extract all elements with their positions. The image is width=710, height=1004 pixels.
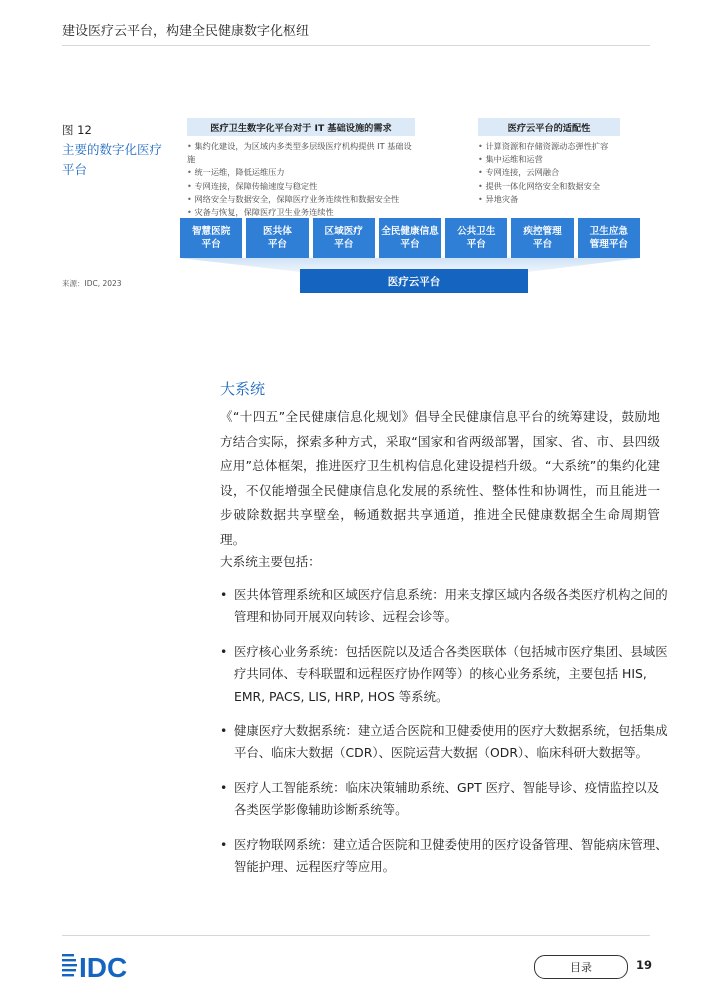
section-heading: 大系统 bbox=[220, 380, 266, 398]
figure-label: 图 12 bbox=[62, 123, 92, 137]
panel-bullet: • 集中运维和运营 bbox=[478, 153, 620, 166]
footer-divider bbox=[62, 935, 650, 936]
idc-logo bbox=[62, 950, 152, 980]
platform-tile bbox=[313, 218, 375, 258]
panel-bullet: • 统一运维，降低运维压力 bbox=[187, 166, 415, 179]
right-panel-bullets bbox=[478, 140, 620, 206]
platform-tiles bbox=[180, 218, 640, 258]
panel-bullet: • 集约化建设，为区域内多类型多层级医疗机构提供 IT 基础设施 bbox=[187, 140, 415, 166]
figure-source: 来源：IDC, 2023 bbox=[62, 279, 122, 288]
system-list bbox=[220, 584, 670, 890]
right-panel-heading: 医疗云平台的适配性 bbox=[478, 118, 620, 136]
panel-bullet: • 专网连接，保障传输速度与稳定性 bbox=[187, 180, 415, 193]
platform-tile-label: 卫生应急 管理平台 bbox=[589, 226, 629, 250]
left-panel-bullets bbox=[187, 140, 415, 219]
figure-title: 主要的数字化医疗平台 bbox=[62, 142, 163, 177]
platform-tile-label: 疾控管理 平台 bbox=[523, 226, 562, 250]
platform-tile-label: 公共卫生 平台 bbox=[457, 226, 496, 250]
platform-tile-label: 智慧医院 平台 bbox=[191, 226, 231, 250]
platform-tile bbox=[246, 218, 308, 258]
list-item: • 医共体管理系统和区域医疗信息系统：用来支撑区域内各级各类医疗机构之间的管理和协同开展双向转诊、远程会诊等。 bbox=[220, 584, 670, 629]
panel-bullet: • 专网连接，云网融合 bbox=[478, 166, 620, 179]
section-paragraph: 《“十四五”全民健康信息化规划》倡导全民健康信息平台的统筹建设，鼓励地方结合实际，探索多种方式，采取“国家和省两级部署，国家、省、市、县四级应用”总体框架，推进医疗卫生机构信息化建设提档升级。“大系统”的集约化建设，不仅能增强全民健康信息化发展的系统性、整体性和协调性，而且能进一步破除数据共享壁垒，畅通数据共享通道，推进全民健康数据全生命周期管理。 bbox=[220, 409, 660, 547]
platform-tile bbox=[578, 218, 640, 258]
platform-tile bbox=[511, 218, 573, 258]
toc-button[interactable]: 目录 bbox=[534, 955, 628, 979]
left-requirements-panel bbox=[187, 118, 415, 219]
logo-text: IDC bbox=[79, 952, 128, 980]
platform-tile bbox=[379, 218, 441, 258]
header-divider bbox=[62, 45, 650, 46]
list-item: • 医疗物联网系统：建立适合医院和卫健委使用的医疗设备管理、智能病床管理、智能护理、远程医疗等应用。 bbox=[220, 834, 670, 879]
platform-tile-label: 全民健康信息 平台 bbox=[381, 226, 439, 250]
platform-tile bbox=[180, 218, 242, 258]
left-panel-heading: 医疗卫生数字化平台对于 IT 基础设施的需求 bbox=[187, 118, 415, 136]
page-number: 19 bbox=[636, 958, 653, 972]
list-item: • 医疗核心业务系统：包括医院以及适合各类医联体（包括城市医疗集团、县域医疗共同体、专科联盟和远程医疗协作网等）的核心业务系统，主要包括 HIS, EMR, PACS, LIS, HRP, HOS 等系统。 bbox=[220, 641, 670, 708]
platform-tile bbox=[445, 218, 507, 258]
running-header: 建设医疗云平台，构建全民健康数字化枢纽 bbox=[62, 24, 310, 39]
panel-bullet: • 网络安全与数据安全，保障医疗业务连续性和数据安全性 bbox=[187, 193, 415, 206]
list-item: • 健康医疗大数据系统：建立适合医院和卫健委使用的医疗大数据系统，包括集成平台、临床大数据（CDR）、医院运营大数据（ODR）、临床科研大数据等。 bbox=[220, 720, 670, 765]
panel-bullet: • 异地灾备 bbox=[478, 193, 620, 206]
cloud-platform-base: 医疗云平台 bbox=[300, 269, 528, 293]
list-item: • 医疗人工智能系统：临床决策辅助系统、GPT 医疗、智能导诊、疫情监控以及各类医学影像辅助诊断系统等。 bbox=[220, 777, 670, 822]
platform-tile-label: 医共体 平台 bbox=[263, 226, 292, 250]
right-adaptability-panel bbox=[478, 118, 620, 206]
platform-tile-label: 区域医疗 平台 bbox=[324, 226, 363, 250]
panel-bullet: • 提供一体化网络安全和数据安全 bbox=[478, 180, 620, 193]
list-intro: 大系统主要包括： bbox=[220, 554, 321, 569]
panel-bullet: • 计算资源和存储资源动态弹性扩容 bbox=[478, 140, 620, 153]
panel-bullet: • 灾备与恢复，保障医疗卫生业务连续性 bbox=[187, 206, 415, 219]
